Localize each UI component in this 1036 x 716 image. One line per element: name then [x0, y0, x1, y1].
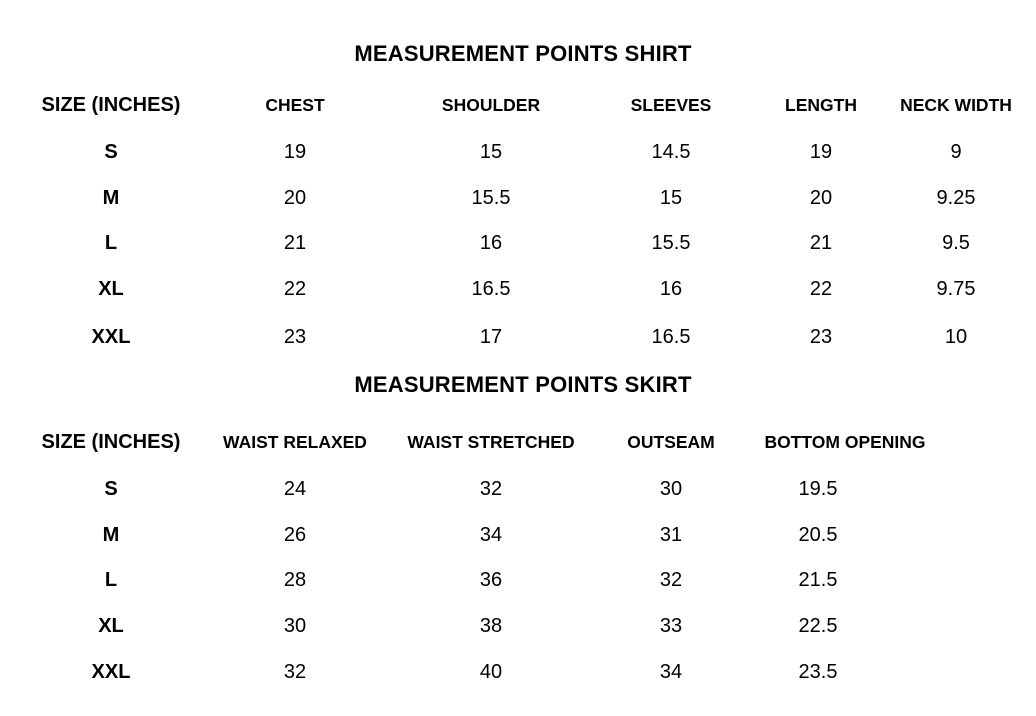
shirt-size-label: M — [102, 187, 120, 209]
shirt-column-header: SIZE (INCHES) — [41, 94, 181, 116]
shirt-measurement-value: 15.5 — [651, 232, 691, 254]
skirt-size-label: M — [102, 524, 120, 546]
shirt-table-title: MEASUREMENT POINTS SHIRT — [354, 41, 692, 66]
shirt-column-header: SLEEVES — [630, 95, 712, 115]
skirt-measurement-value: 23.5 — [798, 661, 838, 683]
shirt-measurement-value: 16.5 — [651, 326, 691, 348]
skirt-measurement-value: 33 — [659, 615, 683, 637]
skirt-column-header: BOTTOM OPENING — [764, 432, 926, 452]
shirt-measurement-value: 23 — [283, 326, 307, 348]
skirt-measurement-value: 34 — [479, 524, 503, 546]
skirt-size-label: L — [104, 569, 118, 591]
shirt-measurement-value: 20 — [283, 187, 307, 209]
shirt-measurement-value: 15 — [479, 141, 503, 163]
skirt-measurement-value: 24 — [283, 478, 307, 500]
shirt-measurement-value: 21 — [283, 232, 307, 254]
shirt-measurement-value: 22 — [809, 278, 833, 300]
shirt-measurement-value: 14.5 — [651, 141, 691, 163]
shirt-measurement-value: 19 — [809, 141, 833, 163]
skirt-measurement-value: 30 — [659, 478, 683, 500]
skirt-table-title: MEASUREMENT POINTS SKIRT — [354, 372, 692, 397]
skirt-measurement-value: 31 — [659, 524, 683, 546]
shirt-measurement-value: 9 — [950, 141, 962, 163]
shirt-measurement-value: 21 — [809, 232, 833, 254]
skirt-size-label: XL — [98, 615, 124, 637]
skirt-size-label: S — [104, 478, 118, 500]
shirt-size-label: L — [104, 232, 118, 254]
skirt-measurement-value: 32 — [659, 569, 683, 591]
skirt-measurement-value: 32 — [479, 478, 503, 500]
shirt-size-label: XL — [98, 278, 124, 300]
shirt-measurement-value: 16 — [479, 232, 503, 254]
skirt-measurement-value: 28 — [283, 569, 307, 591]
skirt-measurement-value: 40 — [479, 661, 503, 683]
shirt-measurement-value: 22 — [283, 278, 307, 300]
shirt-column-header: LENGTH — [785, 95, 857, 115]
skirt-measurement-value: 30 — [283, 615, 307, 637]
skirt-measurement-value: 22.5 — [798, 615, 838, 637]
shirt-measurement-value: 19 — [283, 141, 307, 163]
shirt-measurement-value: 16.5 — [471, 278, 511, 300]
shirt-measurement-value: 10 — [944, 326, 968, 348]
shirt-column-header: CHEST — [265, 95, 325, 115]
shirt-measurement-value: 9.25 — [936, 187, 976, 209]
shirt-measurement-value: 15.5 — [471, 187, 511, 209]
skirt-size-label: XXL — [91, 661, 131, 683]
skirt-measurement-value: 36 — [479, 569, 503, 591]
shirt-measurement-value: 17 — [479, 326, 503, 348]
shirt-measurement-value: 16 — [659, 278, 683, 300]
skirt-column-header: WAIST STRETCHED — [407, 432, 575, 452]
shirt-measurement-value: 15 — [659, 187, 683, 209]
shirt-column-header: SHOULDER — [441, 95, 541, 115]
skirt-measurement-value: 21.5 — [798, 569, 838, 591]
skirt-measurement-value: 20.5 — [798, 524, 838, 546]
shirt-measurement-value: 23 — [809, 326, 833, 348]
skirt-measurement-value: 19.5 — [798, 478, 838, 500]
skirt-measurement-value: 34 — [659, 661, 683, 683]
skirt-measurement-value: 26 — [283, 524, 307, 546]
shirt-column-header: NECK WIDTH — [900, 95, 1012, 115]
shirt-measurement-value: 20 — [809, 187, 833, 209]
skirt-measurement-value: 38 — [479, 615, 503, 637]
shirt-measurement-value: 9.75 — [936, 278, 976, 300]
skirt-measurement-value: 32 — [283, 661, 307, 683]
skirt-column-header: OUTSEAM — [627, 432, 715, 452]
shirt-measurement-value: 9.5 — [942, 232, 970, 254]
shirt-size-label: S — [104, 141, 118, 163]
skirt-column-header: SIZE (INCHES) — [41, 431, 181, 453]
skirt-column-header: WAIST RELAXED — [223, 432, 367, 452]
shirt-size-label: XXL — [91, 326, 131, 348]
